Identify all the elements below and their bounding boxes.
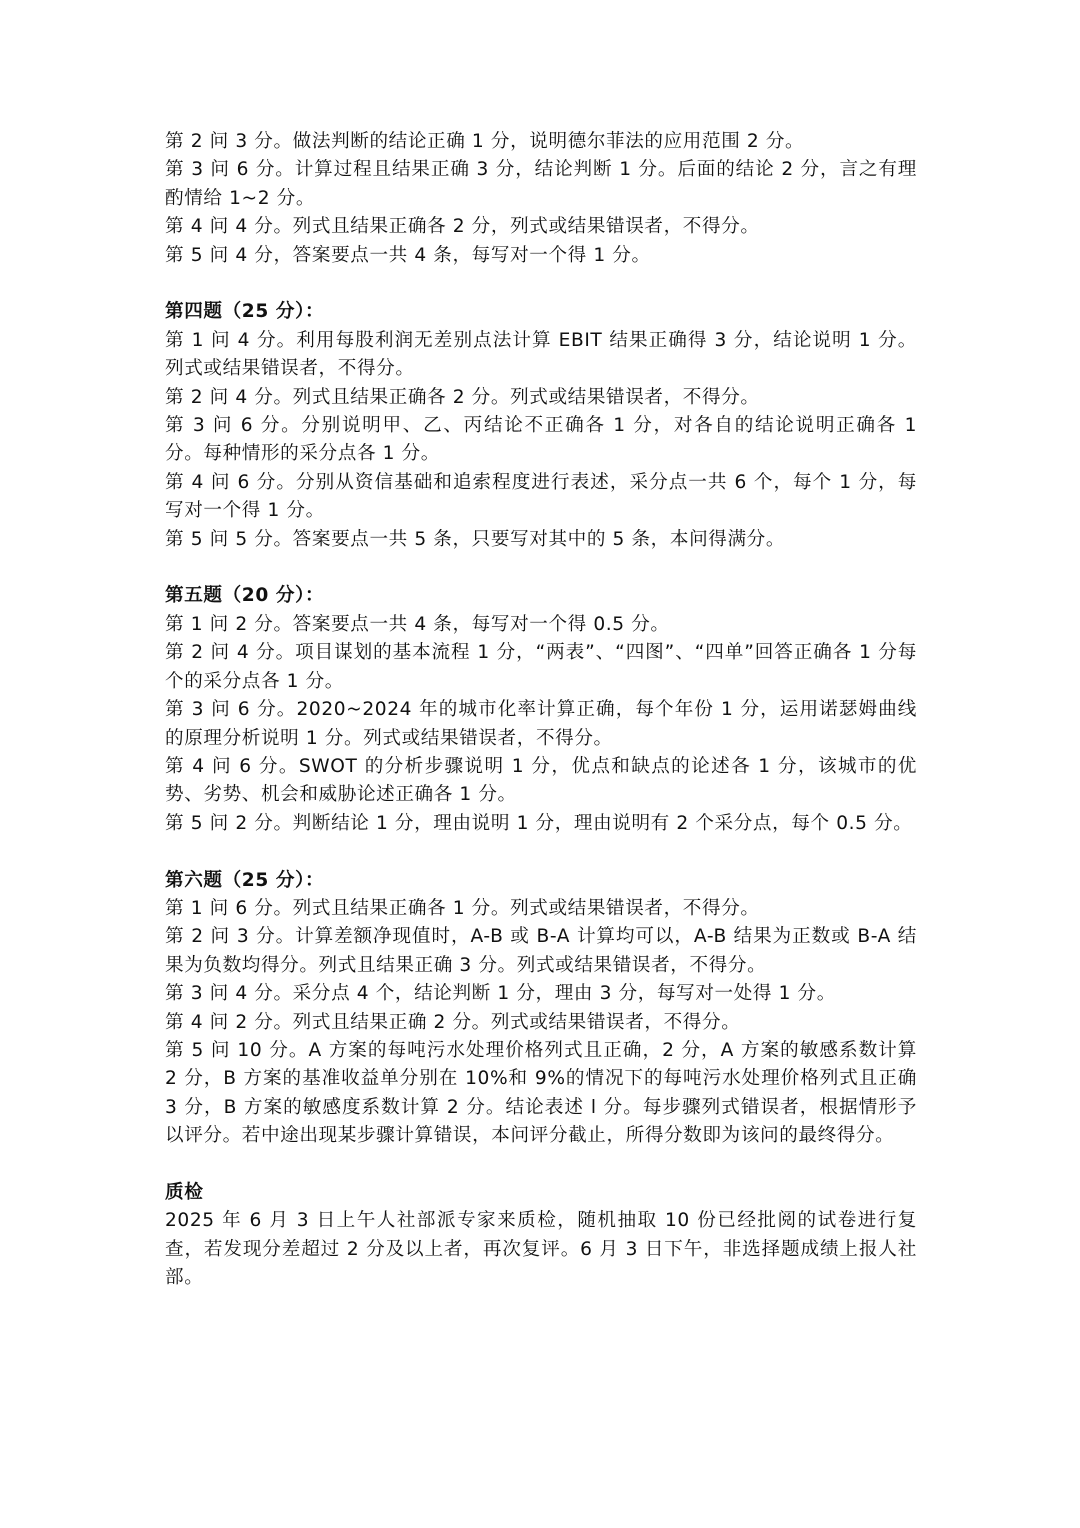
paragraph: 第 4 问 6 分。分别从资信基础和追索程度进行表述，采分点一共 6 个，每个 1 分，每写对一个得 1 分。 (165, 471, 917, 522)
paragraph: 第 3 问 6 分。分别说明甲、乙、丙结论不正确各 1 分，对各自的结论说明正确各 1 分。每种情形的采分点各 1 分。 (165, 415, 917, 465)
paragraph: 第 2 问 4 分。项目谋划的基本流程 1 分，“两表”、“四图”、“四单”回答正确各 1 分每个的采分点各 1 分。 (165, 642, 917, 692)
section-heading: 第六题（25 分）： (165, 869, 325, 891)
paragraph: 第 4 问 4 分。列式且结果正确各 2 分，列式或结果错误者，不得分。 (165, 216, 760, 238)
document-page (165, 128, 917, 1293)
section-heading: 第五题（20 分）： (165, 585, 325, 607)
paragraph: 第 3 问 4 分。采分点 4 个，结论判断 1 分，理由 3 分，每写对一处得 1 分。 (165, 983, 836, 1005)
paragraph: 第 4 问 2 分。列式且结果正确 2 分。列式或结果错误者，不得分。 (165, 1011, 741, 1033)
paragraph: 第 5 问 2 分。判断结论 1 分，理由说明 1 分，理由说明有 2 个采分点，每个 0.5 分。 (165, 812, 913, 834)
section-heading: 质检 (165, 1181, 204, 1203)
section-heading: 第四题（25 分）： (165, 301, 325, 323)
section-question-five (165, 582, 917, 838)
section-question-four (165, 298, 917, 554)
section-quality-check (165, 1179, 917, 1293)
paragraph: 第 5 问 4 分，答案要点一共 4 条，每写对一个得 1 分。 (165, 244, 651, 266)
section-question-six (165, 867, 917, 1151)
paragraph: 第 2 问 4 分。列式且结果正确各 2 分。列式或结果错误者，不得分。 (165, 386, 760, 408)
paragraph: 2025 年 6 月 3 日上午人社部派专家来质检，随机抽取 10 份已经批阅的试卷进行复查，若发现分差超过 2 分及以上者，再次复评。6 月 3 日下午，非选择题成绩上报人社部。 (165, 1210, 917, 1289)
paragraph: 第 2 问 3 分。计算差额净现值时，A-B 或 B-A 计算均可以，A-B 结果为正数或 B-A 结果为负数均得分。列式且结果正确 3 分。列式或结果错误者，不得分。 (165, 926, 917, 976)
paragraph: 第 1 问 6 分。列式且结果正确各 1 分。列式或结果错误者，不得分。 (165, 897, 760, 919)
paragraph: 第 3 问 6 分。2020~2024 年的城市化率计算正确，每个年份 1 分，运用诺瑟姆曲线的原理分析说明 1 分。列式或结果错误者，不得分。 (165, 699, 917, 749)
section-third-question-continued (165, 128, 917, 270)
paragraph: 第 1 问 2 分。答案要点一共 4 条，每写对一个得 0.5 分。 (165, 613, 670, 635)
paragraph: 第 5 问 10 分。A 方案的每吨污水处理价格列式且正确，2 分，A 方案的敏感系数计算 2 分，B 方案的基准收益单分别在 10%和 9%的情况下的每吨污水处理价格列式且正确 3 分，B 方案的敏感度系数计算 2 分。结论表述 l 分。每步骤列式错误者，根据情形予以评分。若中途出现某步骤计算错误，本问评分截止，所得分数即为该问的最终得分。 (165, 1039, 917, 1147)
paragraph: 第 4 问 6 分。SWOT 的分析步骤说明 1 分，优点和缺点的论述各 1 分，该城市的优势、劣势、机会和威胁论述正确各 1 分。 (165, 755, 917, 806)
paragraph: 第 3 问 6 分。计算过程且结果正确 3 分，结论判断 1 分。后面的结论 2 分，言之有理酌情给 1~2 分。 (165, 159, 917, 209)
paragraph: 第 1 问 4 分。利用每股利润无差别点法计算 EBIT 结果正确得 3 分，结论说明 1 分。列式或结果错误者，不得分。 (165, 329, 917, 380)
paragraph: 第 2 问 3 分。做法判断的结论正确 1 分，说明德尔菲法的应用范围 2 分。 (165, 131, 805, 152)
paragraph: 第 5 问 5 分。答案要点一共 5 条，只要写对其中的 5 条，本问得满分。 (165, 528, 786, 550)
